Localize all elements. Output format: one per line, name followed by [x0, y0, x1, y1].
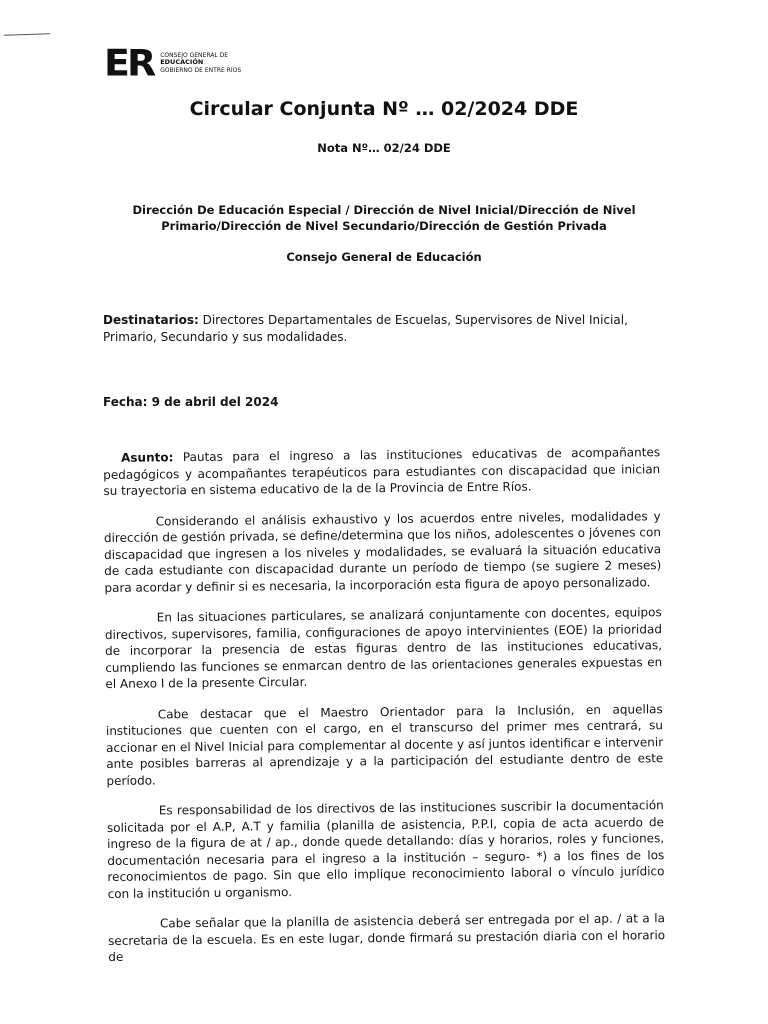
body-paragraph: Considerando el análisis exhaustivo y los acuerdos entre niveles, modalidades y dirección de gestión privada, se define/determina que los niños, adolescentes o jóvenes con discapacidad que ingresen a los niveles y modalidades, se evaluará la situación educativa de cada estudiante con discapacidad durante un período de tiempo (se sugiere 2 meses) para acordar y definir si es necesaria, la incorporación esta figura de apoyo personalizado. [103, 508, 662, 595]
logo-line-3: GOBIERNO DE ENTRE RÍOS [160, 66, 242, 74]
body-paragraph: En las situaciones particulares, se analizará conjuntamente con docentes, equipos directivos, supervisores, familia, configuraciones de apoyo intervinientes (EOE) la prioridad de incorporar la presencia de estas figuras dentro de las instituciones educativas, cumpliendo las funciones se enmarcan dentro de las orientaciones generales expuestas en el Anexo I de la presente Circular. [104, 605, 663, 691]
nota-number: Nota Nº… 02/24 DDE [317, 141, 451, 155]
council-name: Consejo General de Educación [286, 250, 482, 264]
recipients-label: Destinatarios: [103, 313, 199, 327]
logo-line-1: CONSEJO GENERAL DE [160, 51, 229, 59]
logo-line-2: EDUCACIÓN [160, 58, 204, 67]
document-date: Fecha: 9 de abril del 2024 [103, 395, 279, 409]
recipients-text: Directores Departamentales de Escuelas, Supervisores de Nivel Inicial, Primario, Secundario y sus modalidades. [103, 313, 628, 344]
document-body [103, 444, 666, 979]
subject-paragraph [103, 444, 660, 499]
issuing-directorates: Dirección De Educación Especial / Dirección de Nivel Inicial/Dirección de Nivel Primario/Dirección de Nivel Secundario/Dirección de Gestión Privada [132, 203, 636, 233]
body-paragraph: Es responsabilidad de los directivos de las instituciones suscribir la documentación solicitada por el A.P, A.T y familia (planilla de asistencia, P.P.I, copia de acta acuerdo de ingreso de la figura de at / ap., donde quede detallando: días y horarios, roles y funciones, documentación necesaria para el ingreso a la institución – seguro- *) a los fines de los reconocimientos de pago. Sin que ello implique reconocimiento laboral o vínculo jurídico con la institución u organismo. [106, 798, 665, 901]
logo-text [160, 52, 241, 75]
body-paragraph: Cabe señalar que la planilla de asistencia deberá ser entregada por el ap. / at a la secretaria de la escuela. Es en este lugar, donde firmará su prestación diaria con el horario de [108, 911, 666, 964]
scan-artifact [4, 33, 50, 39]
recipients [103, 312, 663, 346]
subject-text: Pautas para el ingreso a las instituciones educativas de acompañantes pedagógicos y acompañantes terapéuticos para estudiantes con discapacidad que inician su trayectoria en sistema educativo de la de la Provincia de Entre Ríos. [103, 445, 661, 498]
document-title: Circular Conjunta Nº … 02/2024 DDE [189, 98, 579, 120]
logo-mark: ER [104, 42, 154, 84]
body-paragraph: Cabe destacar que el Maestro Orientador para la Inclusión, en aquellas instituciones que cuenten con el cargo, en el transcurso del primer mes centrará, su accionar en el Nivel Inicial para complementar al docente y así juntos identificar e intervenir ante posibles barreras al aprendizaje y a la participación del estudiante dentro de este período. [105, 701, 664, 788]
cge-logo [104, 44, 241, 82]
subject-label: Asunto: [121, 450, 174, 465]
